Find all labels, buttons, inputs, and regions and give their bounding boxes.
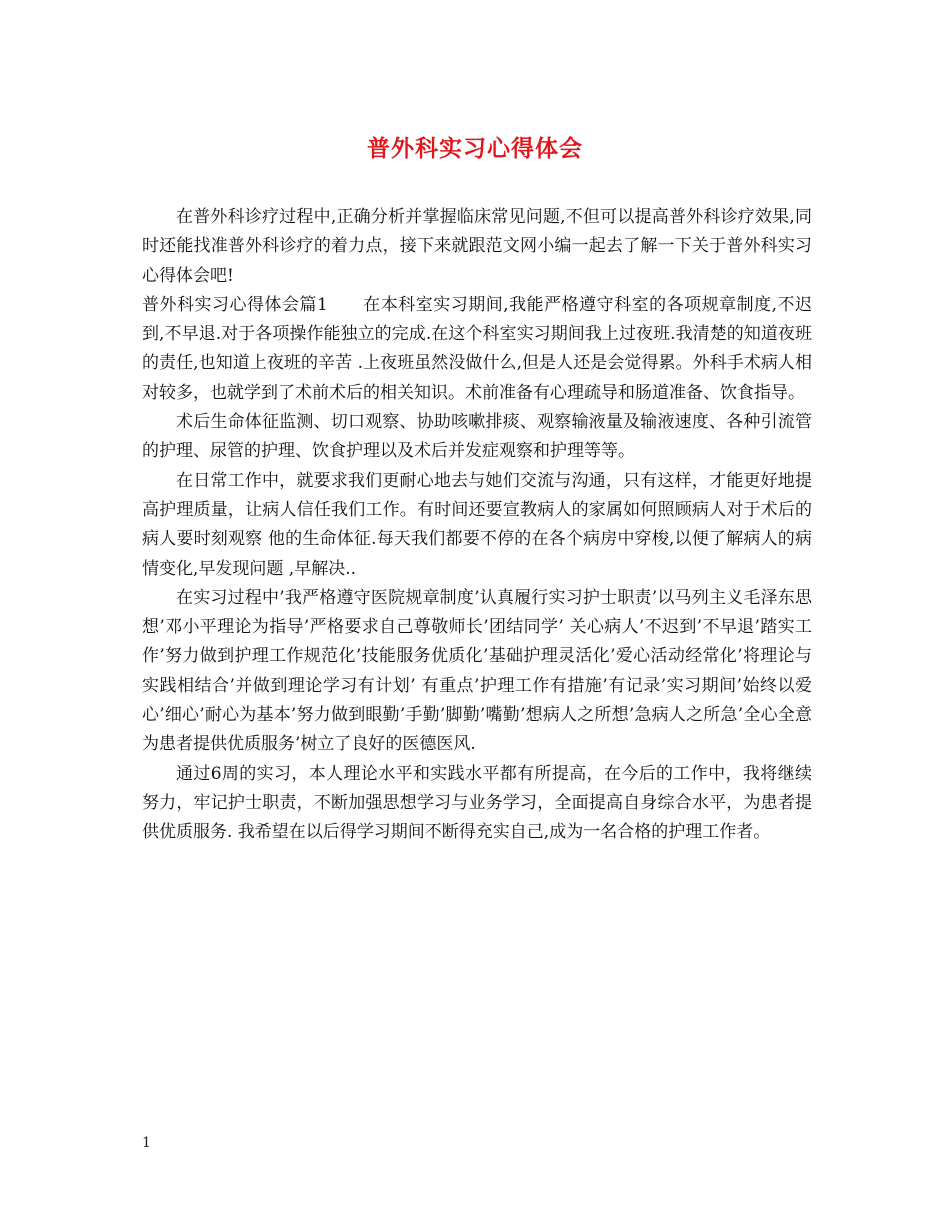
document-body (142, 203, 812, 848)
paragraph-post-op: 术后生命体征监测、切口观察、协助咳嗽排痰、观察输液量及输液速度、各种引流管的护理、尿管的护理、饮食护理以及术后并发症观察和护理等等。 (142, 412, 812, 462)
paragraph-intro: 在普外科诊疗过程中,正确分析并掌握临床常见问题,不但可以提高普外科诊疗效果,同时还能找准普外科诊疗的着力点，接下来就跟范文网小编一起去了解一下关于普外科实习心得体会吧! (142, 207, 812, 286)
paragraph-daily-work: 在日常工作中，就要求我们更耐心地去与她们交流与沟通，只有这样，才能更好地提高护理质量，让病人信任我们工作。有时间还要宣教病人的家属如何照顾病人对于术后的病人要时刻观察 他的生命体征.每天我们都要不停的在各个病房中穿梭,以便了解病人的病情变化,早发现问题 ,早解决.. (142, 470, 812, 579)
page-number: 1 (142, 1135, 151, 1151)
paragraph-conclusion: 通过6周的实习，本人理论水平和实践水平都有所提高，在今后的工作中，我将继续努力，牢记护士职责，不断加强思想学习与业务学习，全面提高自身综合水平，为患者提供优质服务. 我希望在以后得学习期间不断得充实自己,成为一名合格的护理工作者。 (142, 763, 812, 843)
paragraph-section-1: 普外科实习心得体会篇1 在本科室实习期间,我能严格遵守科室的各项规章制度,不迟到,不早退.对于各项操作能独立的完成.在这个科室实习期间我上过夜班.我清楚的知道夜班的责任,也知道上夜班的辛苦 .上夜班虽然没做什么,但是人还是会觉得累。外科手术病人相对较多，也就学到了术前术后的相关知识。术前准备有心理疏导和肠道准备、饮食指导。 (142, 294, 812, 403)
document-title: 普外科实习心得体会 (367, 135, 583, 162)
paragraph-internship-conduct: 在实习过程中’我严格遵守医院规章制度’认真履行实习护士职责’以马列主义毛泽东思想’邓小平理论为指导’严格要求自己尊敬师长’团结同学’ 关心病人’不迟到’不早退’踏实工作’努力做到护理工作规范化’技能服务优质化’基础护理灵活化’爱心活动经常化’将理论与实践相结合’并做到理论学习有计划’ 有重点’护理工作有措施’有记录’实习期间’始终以爱心’细心’耐心为基本’努力做到眼勤’手勤’脚勤’嘴勤’想病人之所想’急病人之所急’全心全意为患者提供优质服务’树立了良好的医德医风. (142, 587, 812, 755)
